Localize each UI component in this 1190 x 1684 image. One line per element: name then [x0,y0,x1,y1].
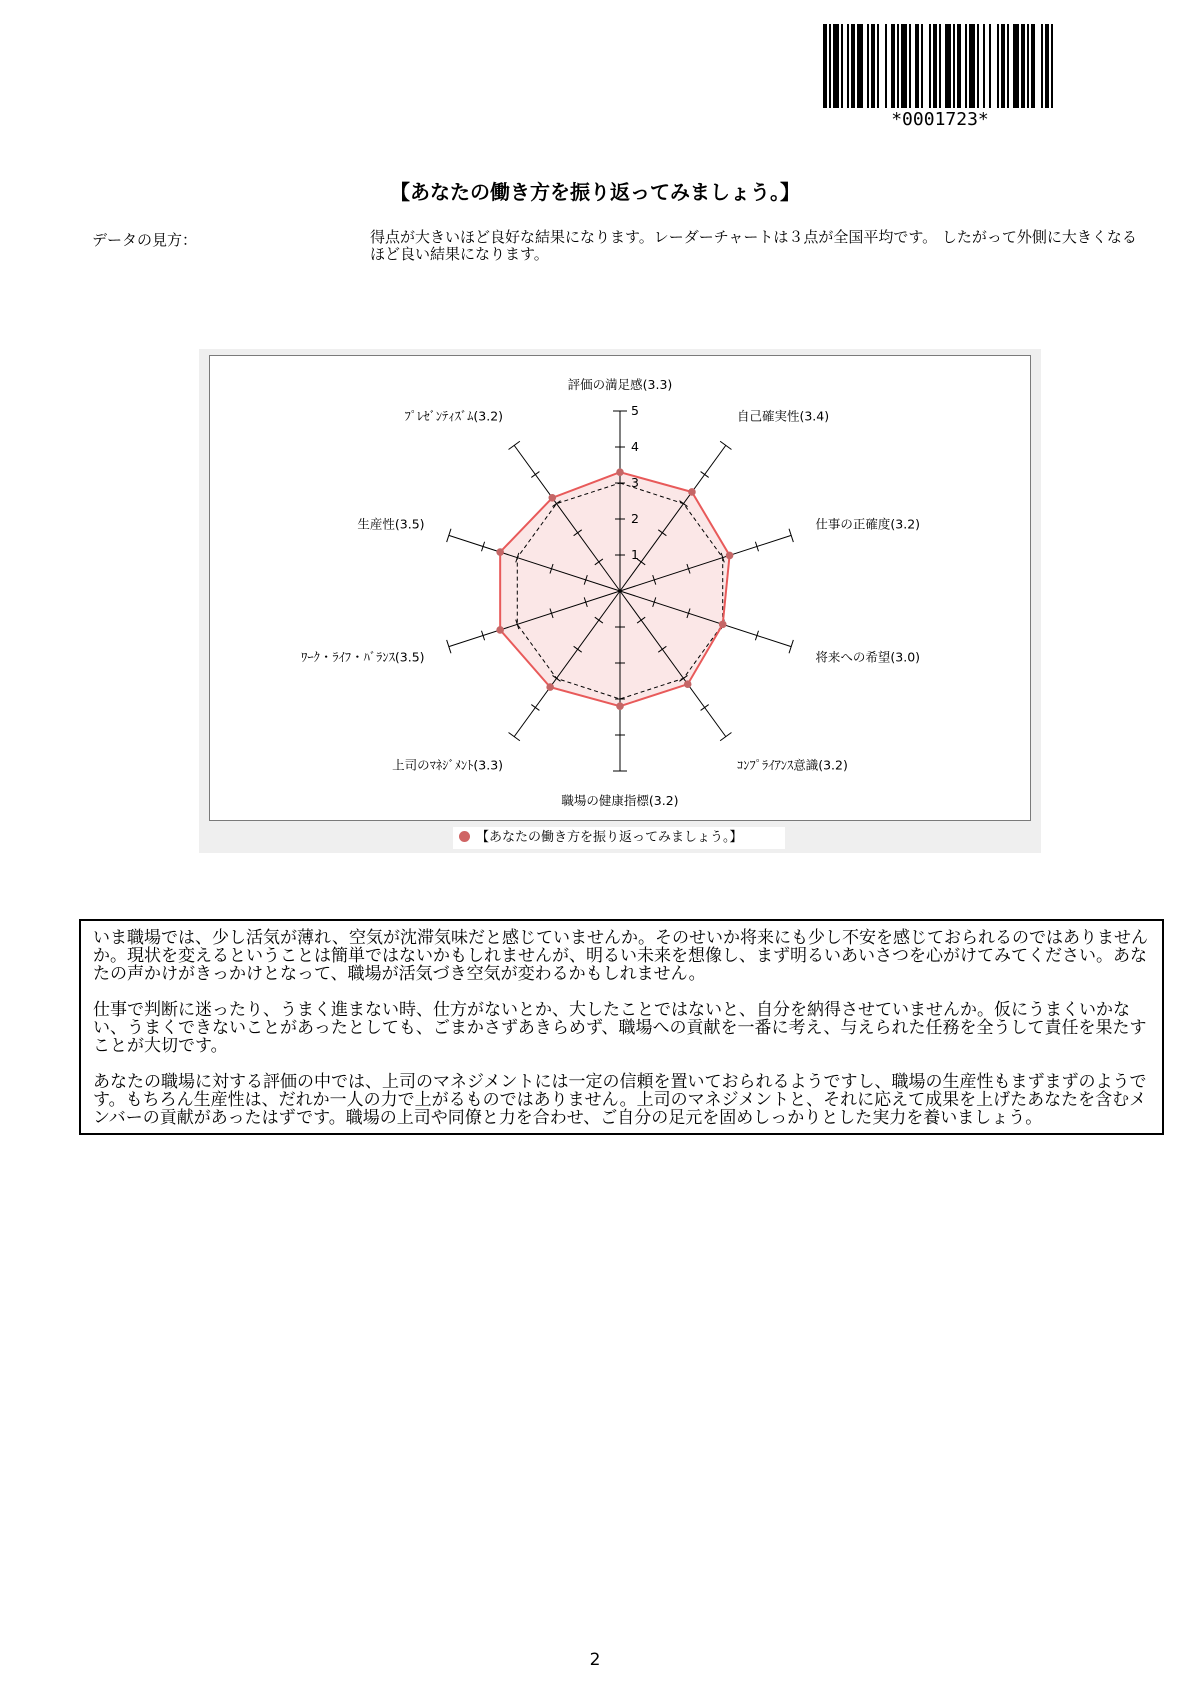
axis-tick [531,472,539,478]
data-point [719,621,727,629]
barcode-bar [1021,24,1025,108]
comment-box [79,919,1164,1135]
barcode-bar [897,24,899,108]
barcode-bar [933,24,937,108]
barcode-bar [885,24,887,108]
category-label: 自己確実性(3.4) [736,408,830,424]
axis-tick [509,733,520,741]
barcode-bar [867,24,869,108]
legend-marker [459,831,470,842]
barcode-bar [829,24,831,108]
comment-paragraph-2: 仕事で判断に迷ったり、うまく進まない時、仕方がないとか、大したことではないと、自分を納得させていませんか。仮にうまくいかない、うまくできないことがあったとしても、ごまかさずあきらめず、職場への貢献を一番に考え、与えられた任務を全うして責任を果たすことが大切です。 [93,1000,1147,1056]
barcode-bar [1001,24,1005,108]
data-point [684,680,692,688]
axis-tick [720,733,731,741]
page-title: 【あなたの働き方を振り返ってみましょう。】 [390,180,800,204]
barcode-bar [857,24,863,108]
barcode-image [823,24,1057,108]
r-tick-label: 3 [631,475,639,490]
axis-tick [701,705,709,711]
barcode-bar [945,24,951,108]
barcode-bar [1045,24,1049,108]
data-point [688,488,696,496]
category-label: 仕事の正確度(3.2) [815,516,921,532]
barcode-bar [997,24,999,108]
barcode-bar [915,24,919,108]
barcode-bar [1051,24,1053,108]
r-tick-label: 1 [631,547,639,562]
barcode-bar [851,24,855,108]
barcode-bar [1041,24,1043,108]
category-label: 生産性(3.5) [357,516,425,532]
barcode-bar [1031,24,1035,108]
radar-svg [199,349,1041,825]
barcode-bar [929,24,931,108]
barcode-bar [1007,24,1009,108]
barcode [823,24,1057,130]
data-point [546,683,554,691]
barcode-bar [969,24,975,108]
chart-legend [453,827,785,849]
barcode-bar [833,24,839,108]
data-point [616,702,624,710]
category-label: 上司のﾏﾈｼﾞﾒﾝﾄ(3.3) [392,757,504,773]
barcode-bar [871,24,875,108]
barcode-bar [965,24,967,108]
legend-series-name: 【あなたの働き方を振り返ってみましょう。】 [476,830,743,845]
data-point [548,494,556,502]
category-label: 職場の健康指標(3.2) [561,793,679,808]
barcode-bar [977,24,979,108]
barcode-bar [901,24,907,108]
radar-chart [199,349,1041,853]
barcode-bar [847,24,849,108]
page-number: 2 [589,1650,601,1670]
category-label: ﾌﾟﾚｾﾞﾝﾃｨｽﾞﾑ(3.2) [404,408,504,424]
axis-tick [509,441,520,449]
barcode-bar [989,24,991,108]
data-point [496,626,504,634]
comment-paragraph-1: いま職場では、少し活気が薄れ、空気が沈滞気味だと感じていませんか。そのせいか将来にも少し不安を感じておられるのではありませんか。現状を変えるということは簡単ではないかもしれませんが、明るい未来を想像し、まず明るいあいさつを心がけてみてください。あなたの声かけがきっかけとなって、職場が活気づき空気が変わるかもしれません。 [93,928,1149,984]
data-point [496,548,504,556]
axis-tick [720,441,731,449]
barcode-bar [1027,24,1029,108]
barcode-bar [953,24,955,108]
data-point [726,552,734,560]
axis-tick [531,705,539,711]
barcode-bar [841,24,843,108]
how-to-read-label: データの見方： [92,231,198,249]
barcode-bar [823,24,827,108]
barcode-bar [921,24,923,108]
comment-paragraph-3: あなたの職場に対する評価の中では、上司のマネジメントには一定の信頼を置いておられるようですし、職場の生産性もまずまずのようです。もちろん生産性は、だれか一人の力で上がるものではありません。上司のマネジメントと、それに応えて成果を上げたあなたを含むメンバーの貢献があったはずです。職場の上司や同僚と力を合わせ、ご自分の足元を固めしっかりとした実力を養いましょう。 [93,1072,1147,1128]
category-label: 評価の満足感(3.3) [567,377,673,392]
barcode-bar [891,24,895,108]
category-label: ｺﾝﾌﾟﾗｲｱﾝｽ意識(3.2) [736,757,848,773]
barcode-bar [939,24,941,108]
barcode-number: *0001723* [891,109,989,130]
how-to-read-text: 得点が大きいほど良好な結果になります。レーダーチャートは３点が全国平均です。 したがって外側に大きくなるほど良い結果になります。 [370,228,1137,263]
barcode-bar [1013,24,1019,108]
r-tick-label: 2 [631,511,639,526]
barcode-bar [877,24,879,108]
barcode-bar [983,24,985,108]
category-label: 将来への希望(3.0) [815,649,921,665]
r-tick-label: 4 [631,439,639,454]
data-point [616,468,624,476]
axis-tick [701,472,709,478]
barcode-bar [957,24,961,108]
barcode-bar [909,24,911,108]
category-label: ﾜｰｸ・ﾗｲﾌ・ﾊﾞﾗﾝｽ(3.5) [301,649,425,665]
r-tick-label: 5 [631,403,639,418]
